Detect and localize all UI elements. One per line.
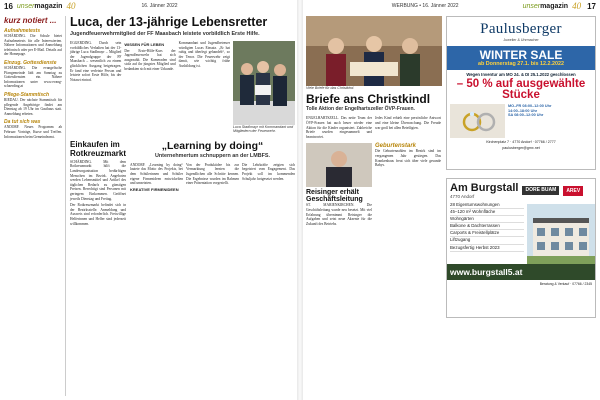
learning-col-1-text: ANDORF. „Learning by doing“ lautete das Motto des Projekts, bei dem Schülerinnen und Schüler eigene Firmenideen entwickelten und umsetzten. xyxy=(130,162,183,186)
sidebar-title: kurz notiert ... xyxy=(4,16,57,25)
christkind-subhead: Tolle Aktion der Engelhartszeller ÖVP-Frauen. xyxy=(306,106,415,113)
burgstall-title-block xyxy=(450,182,518,199)
article-col-3: Kommandant und Jugendbetreuer würdigten Lucas Einsatz. „Er hat ruhig und überlegt gehandelt“, so der Tenor. Die Feuerwehr zeigt damit, wie wichtig frühe Ausbildung ist. xyxy=(178,41,230,68)
reisinger-block xyxy=(306,143,442,226)
article-subhead: Jugendfeuerwehrmitglied der FF Maasbach leistete vorbildlich Erste Hilfe. xyxy=(70,31,260,37)
article-col-head: WISSEN FÜR LEBEN xyxy=(124,42,165,47)
geburt-text: Die Geburtenzahlen im Bezirk sind im vergangenen Jahr gestiegen. Das Krankenhaus freut sich über viele gesunde Babys. xyxy=(375,149,441,168)
right-date: WERBUNG • 16. Jänner 2022 xyxy=(391,3,459,9)
sidebar-item-head: Da tut sich was xyxy=(4,119,41,126)
jewelry-image xyxy=(450,104,505,138)
brand-logo-right: unsermagazin xyxy=(522,2,569,10)
anniversary-logo-right: 40 xyxy=(572,1,582,11)
page-gutter xyxy=(297,0,303,400)
feature-item: 28 Eigentumswohnungen xyxy=(450,202,524,209)
left-page-header xyxy=(0,0,295,12)
reisinger-photo xyxy=(306,143,372,187)
learning-columns xyxy=(130,163,295,194)
left-page-number: 16 xyxy=(4,1,13,11)
burgstall-title: Am Burgstall xyxy=(450,182,519,194)
burgstall-location: 4770 Andorf xyxy=(450,194,475,199)
einkauf-headline: Einkaufen im Rotkreuzmarkt xyxy=(70,139,127,158)
sidebar-item-text: RIEDAU. Der nächste Stammtisch für pflegende Angehörige findet am Dienstag ab 19 Uhr im Gasthaus statt. Anmeldung erbeten. xyxy=(4,97,62,116)
article-luca xyxy=(70,16,295,226)
reisinger-left xyxy=(306,143,372,226)
article-learning xyxy=(130,140,295,226)
learning-subhead: Unternehmertum schnuppern an der LMBFS. xyxy=(154,152,270,159)
sidebar-item-head: Aufnahmetests xyxy=(4,28,41,34)
firefighter-photo-image xyxy=(233,41,295,125)
building-image xyxy=(527,204,595,264)
winter-sale-banner xyxy=(447,46,595,70)
christkind-photo xyxy=(306,16,442,86)
right-page-header xyxy=(305,0,600,12)
hours-line: MO–FR 08:00–12:00 Uhr xyxy=(508,104,552,108)
ads-column xyxy=(446,16,596,318)
inventur-notice: Wegen Inventur am MO 24. & DI 25.1.2022 geschlossen xyxy=(466,72,576,77)
article-photo-block xyxy=(233,41,295,134)
christkind-col-1: ENGELHARTSZELL. Das nette Team der ÖVP-Frauen hat auch heuer wieder eine Aktion für die Kinder organisiert. Zahlreiche Briefe wurden eingesammelt und beantwortet. xyxy=(306,116,372,139)
reisinger-text: ST. MARIENKIRCHEN. Die Geschäftsleitung wurde neu besetzt. Mit viel Erfahrung übernimmt Reisinger die Aufgaben und setzt neue Akzente für die Zukunft des Betriebs. xyxy=(306,203,372,226)
hours-line: 14:00–18:00 Uhr xyxy=(508,108,538,113)
paulusberger-bottom xyxy=(447,104,595,138)
sidebar-item-text: SCHÄRDING. Die evangelische Pfarrgemeinde lädt am Sonntag zu Gottesdiensten ein. Nähere Informationen unter www.evang-schaerding.at xyxy=(4,65,62,89)
article-einkauf xyxy=(70,140,126,226)
sidebar-item-head: Einzug. Gottesdienste xyxy=(4,59,57,66)
paulusberger-address: Kirchenplatz 7 · 4770 Andorf · 07766 / 2777 xyxy=(486,140,556,144)
paulusberger-email[interactable]: paulusberger@gmx.net xyxy=(502,146,540,150)
burgstall-header xyxy=(447,179,595,202)
christkind-columns xyxy=(306,116,442,139)
learning-headline: „Learning by doing“ xyxy=(161,139,264,152)
firefighter-photo xyxy=(233,41,295,125)
article-col-2-text: Der Erste-Hilfe-Kurs der Jugendfeuerwehr hat sich ausgezahlt. Die Kameraden sind stolz auf ihr jüngstes Mitglied und bedankten sich mit einer Urkunde. xyxy=(124,48,176,71)
burgstall-contact: Beratung & Verkauf · 07766 / 2345 xyxy=(539,282,592,286)
einkauf-text-2: Der Rotkreuzmarkt befindet sich in der Bezirksstelle. Anmeldung und Ausweis sind erforderlich. Freiwillige Helferinnen und Helfer sind jederzeit willkommen. xyxy=(70,203,126,226)
ring-icon xyxy=(458,109,498,133)
feature-item: Bezugsfertig Herbst 2023 xyxy=(450,245,524,252)
sidebar-item-head: Pflege-Stammtisch xyxy=(4,91,50,98)
reisinger-photo-image xyxy=(306,143,372,187)
article-col-1: EGGERDING. Durch sein vorbildliches Verhalten hat der 13-jährige Luca Stadlmayr – Mitglied der Jugendgruppe der FF Maasbach – wesentlich zu einem glücklichen Ausgang beigetragen. Er fand eine verletzte Person und leistete sofort Erste Hilfe, bis der Notarzt eintraf. xyxy=(70,41,122,82)
arev-logo: AREV xyxy=(563,186,583,196)
geburt-block xyxy=(375,143,441,226)
anniversary-logo: 40 xyxy=(66,1,76,11)
left-date: 16. Jänner 2022 xyxy=(141,3,178,9)
learning-col-head: KREATIVE FIRMENIDEEN xyxy=(130,186,179,192)
paulusberger-logo-sub: Juwelier & Uhrmacher xyxy=(503,38,539,42)
reisinger-headline: Reisinger erhält Geschäftsleitung xyxy=(306,189,363,204)
learning-col-2: Von der Produktidee bis zur Vermarktung lernten die Jugendlichen alle Schritte kennen. Die Ergebnisse wurden im Rahmen einer Präsentation vorgestellt. xyxy=(186,162,239,186)
burgstall-url[interactable]: www.burgstall5.at xyxy=(447,264,595,280)
feature-item: Wohngärten xyxy=(450,216,524,223)
einkauf-text: SCHÄRDING. Mit dem Rotkreuzmarkt hilft die Landesorganisation bedürftigen Menschen im Bezirk. Angeboten werden Lebensmittel und Artikel des täglichen Bedarfs zu günstigen Preisen. Berechtigt sind Personen mit geringem Einkommen. Geöffnet jeweils Dienstag und Freitag. xyxy=(70,159,126,201)
article-headline: Luca, der 13-jährige Lebensretter xyxy=(70,15,268,29)
learning-col-3: Die Lehrkräfte zeigten sich begeistert vom Engagement. Das Projekt soll im kommenden Schuljahr fortgesetzt werden. xyxy=(242,162,295,181)
article-col-2 xyxy=(124,41,175,134)
hours-line: SA 08:00–12:00 Uhr xyxy=(508,113,544,118)
photo-caption: Luca Stadlmayr mit Kommandant und Mitgliedern der Feuerwehr. xyxy=(232,125,294,134)
sidebar-item-text: SCHÄRDING. Die Schule bietet Aufnahmetests für alle Interessierten. Nähere Informationen und Anmeldung telefonisch oder per E-Mail. Details auf der Homepage. xyxy=(4,34,62,57)
christkind-headline: Briefe ans Christkindl xyxy=(306,92,431,107)
paulusberger-logo: Paulusberger xyxy=(480,21,562,37)
article-columns xyxy=(70,41,295,134)
geburt-headline: Geburtenstark xyxy=(375,143,417,150)
feature-item: 45–120 m² Wohnfläche xyxy=(450,209,524,216)
winter-sale-title: WINTER SALE xyxy=(479,48,563,62)
feature-item: Liftzugang xyxy=(450,237,524,244)
building-render xyxy=(527,204,595,264)
feature-item: Balkone & Dachterrassen xyxy=(450,223,524,230)
learning-col-1 xyxy=(130,163,183,194)
sidebar-kurz-notiert xyxy=(4,16,66,396)
sidebar-item-text: ANDORF. Neues Programm ab Februar: Vorträge, Kurse und Treffen. Informationen beim Gemeindeamt. xyxy=(4,125,62,139)
winter-sale-dates: ab Donnerstag 27.1. bis 12.2.2022 xyxy=(478,61,564,67)
right-page-articles xyxy=(306,16,442,226)
opening-hours xyxy=(508,104,551,138)
christkind-col-2: Jedes Kind erhielt eine persönliche Antwort und eine kleine Überraschung. Die Freude war groß bei allen Beteiligten. xyxy=(375,116,441,130)
christkind-photo-image xyxy=(306,16,442,86)
christkind-caption: Viele Briefe für das Christkind. xyxy=(306,86,355,90)
paulusberger-ad[interactable] xyxy=(446,16,596,170)
feature-item: Carports & Freistellplätze xyxy=(450,230,524,237)
burgstall-features xyxy=(447,202,527,264)
discount-text: – 50 % auf ausgewählte Stücke xyxy=(456,78,586,101)
brand-logo: unsermagazin xyxy=(16,2,63,10)
dore-buam-logo: DORE BUAM xyxy=(522,186,559,196)
burgstall-body xyxy=(447,202,595,264)
right-page-number: 17 xyxy=(587,1,596,11)
burgstall-ad[interactable] xyxy=(446,178,596,318)
lower-articles xyxy=(70,140,295,226)
